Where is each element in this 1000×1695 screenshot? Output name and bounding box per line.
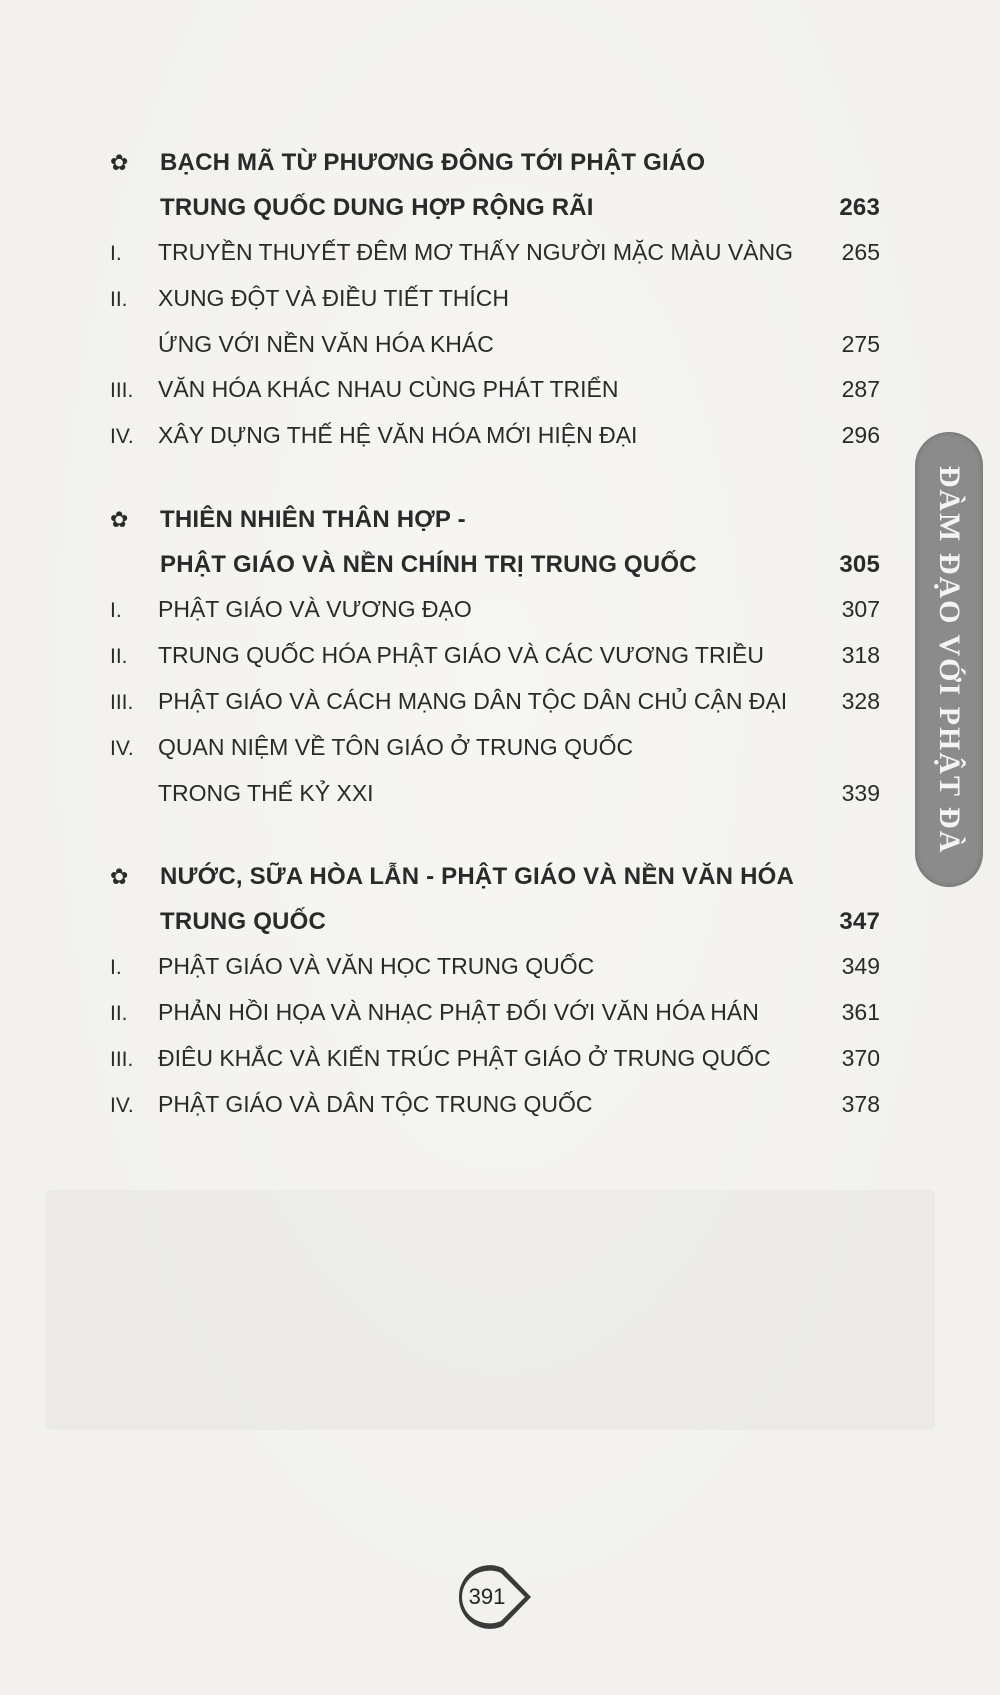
- item-numeral: I.: [110, 956, 122, 979]
- item-title: QUAN NIỆM VỀ TÔN GIÁO Ở TRUNG QUỐC: [158, 734, 634, 760]
- item-title: PHẬT GIÁO VÀ DÂN TỘC TRUNG QUỐC: [158, 1091, 593, 1117]
- section-title: [110, 140, 880, 230]
- item-page-number: 339: [841, 780, 880, 806]
- item-title: PHẬT GIÁO VÀ VƯƠNG ĐẠO: [158, 596, 472, 622]
- item-page-number: 287: [841, 376, 880, 402]
- item-numeral: I.: [110, 242, 122, 265]
- section-page-number: 263: [839, 194, 880, 221]
- item-page-number: 370: [841, 1045, 880, 1071]
- section-title: [110, 497, 880, 587]
- section-title-line1: BẠCH MÃ TỪ PHƯƠNG ĐÔNG TỚI PHẬT GIÁO: [160, 149, 706, 176]
- item-title: PHẬT GIÁO VÀ CÁCH MẠNG DÂN TỘC DÂN CHỦ CẬN ĐẠI: [158, 688, 788, 714]
- section-title: [110, 854, 880, 944]
- table-of-contents: [110, 140, 880, 1166]
- section-page-number: 347: [839, 908, 880, 935]
- item-title: TRUYỀN THUYẾT ĐÊM MƠ THẤY NGƯỜI MẶC MÀU VÀNG: [158, 239, 794, 265]
- toc-item: [110, 413, 880, 459]
- show-through-block: [45, 1190, 935, 1430]
- toc-item: [110, 230, 880, 276]
- toc-item: [110, 725, 880, 816]
- toc-item: [110, 633, 880, 679]
- toc-item: [110, 367, 880, 413]
- flower-bullet-icon: ✿: [110, 864, 129, 889]
- item-title-continued: ỨNG VỚI NỀN VĂN HÓA KHÁC: [158, 331, 494, 357]
- item-title: XÂY DỰNG THẾ HỆ VĂN HÓA MỚI HIỆN ĐẠI: [158, 422, 638, 448]
- flower-bullet-icon: ✿: [110, 507, 129, 532]
- toc-item: [110, 1082, 880, 1128]
- item-numeral: II.: [110, 1002, 128, 1025]
- item-title: TRUNG QUỐC HÓA PHẬT GIÁO VÀ CÁC VƯƠNG TRIỀU: [158, 642, 764, 668]
- section-title-line2: TRUNG QUỐC: [160, 908, 326, 935]
- page-number-badge: [455, 1562, 535, 1632]
- item-page-number: 265: [841, 239, 880, 265]
- item-numeral: IV.: [110, 737, 134, 760]
- section-page-number: 305: [839, 551, 880, 578]
- toc-section-1: [110, 140, 880, 459]
- item-numeral: III.: [110, 691, 134, 714]
- item-numeral: II.: [110, 645, 128, 668]
- item-page-number: 275: [841, 331, 880, 357]
- item-title-continued: TRONG THẾ KỶ XXI: [158, 780, 374, 806]
- item-numeral: II.: [110, 288, 128, 311]
- toc-item: [110, 587, 880, 633]
- item-numeral: IV.: [110, 1094, 134, 1117]
- item-title: ĐIÊU KHẮC VÀ KIẾN TRÚC PHẬT GIÁO Ở TRUNG QUỐC: [158, 1045, 771, 1071]
- item-numeral: III.: [110, 1048, 134, 1071]
- section-title-line2: TRUNG QUỐC DUNG HỢP RỘNG RÃI: [160, 194, 594, 221]
- toc-item: [110, 1036, 880, 1082]
- item-page-number: 296: [841, 422, 880, 448]
- item-page-number: 349: [841, 953, 880, 979]
- item-title: XUNG ĐỘT VÀ ĐIỀU TIẾT THÍCH: [158, 285, 510, 311]
- item-page-number: 307: [841, 596, 880, 622]
- side-chapter-tab: [915, 432, 983, 887]
- item-numeral: I.: [110, 599, 122, 622]
- item-page-number: 318: [841, 642, 880, 668]
- item-page-number: 328: [841, 688, 880, 714]
- item-page-number: 361: [841, 999, 880, 1025]
- side-tab-label: ĐÀM ĐẠO VỚI PHẬT ĐÀ: [933, 465, 966, 854]
- toc-section-2: [110, 497, 880, 816]
- section-title-line1: NƯỚC, SỮA HÒA LẪN - PHẬT GIÁO VÀ NỀN VĂN HÓA: [160, 863, 794, 890]
- toc-item: [110, 276, 880, 367]
- toc-item: [110, 990, 880, 1036]
- item-page-number: 378: [841, 1091, 880, 1117]
- item-title: VĂN HÓA KHÁC NHAU CÙNG PHÁT TRIỂN: [158, 376, 619, 402]
- item-title: PHẢN HỒI HỌA VÀ NHẠC PHẬT ĐỐI VỚI VĂN HÓA HÁN: [158, 999, 759, 1025]
- section-title-line2: PHẬT GIÁO VÀ NỀN CHÍNH TRỊ TRUNG QUỐC: [160, 551, 697, 578]
- item-numeral: IV.: [110, 425, 134, 448]
- page-number: 391: [468, 1584, 506, 1609]
- toc-item: [110, 679, 880, 725]
- item-title: PHẬT GIÁO VÀ VĂN HỌC TRUNG QUỐC: [158, 953, 595, 979]
- section-title-line1: THIÊN NHIÊN THÂN HỢP -: [160, 506, 466, 533]
- toc-section-3: [110, 854, 880, 1128]
- flower-bullet-icon: ✿: [110, 150, 129, 175]
- toc-item: [110, 944, 880, 990]
- item-numeral: III.: [110, 379, 134, 402]
